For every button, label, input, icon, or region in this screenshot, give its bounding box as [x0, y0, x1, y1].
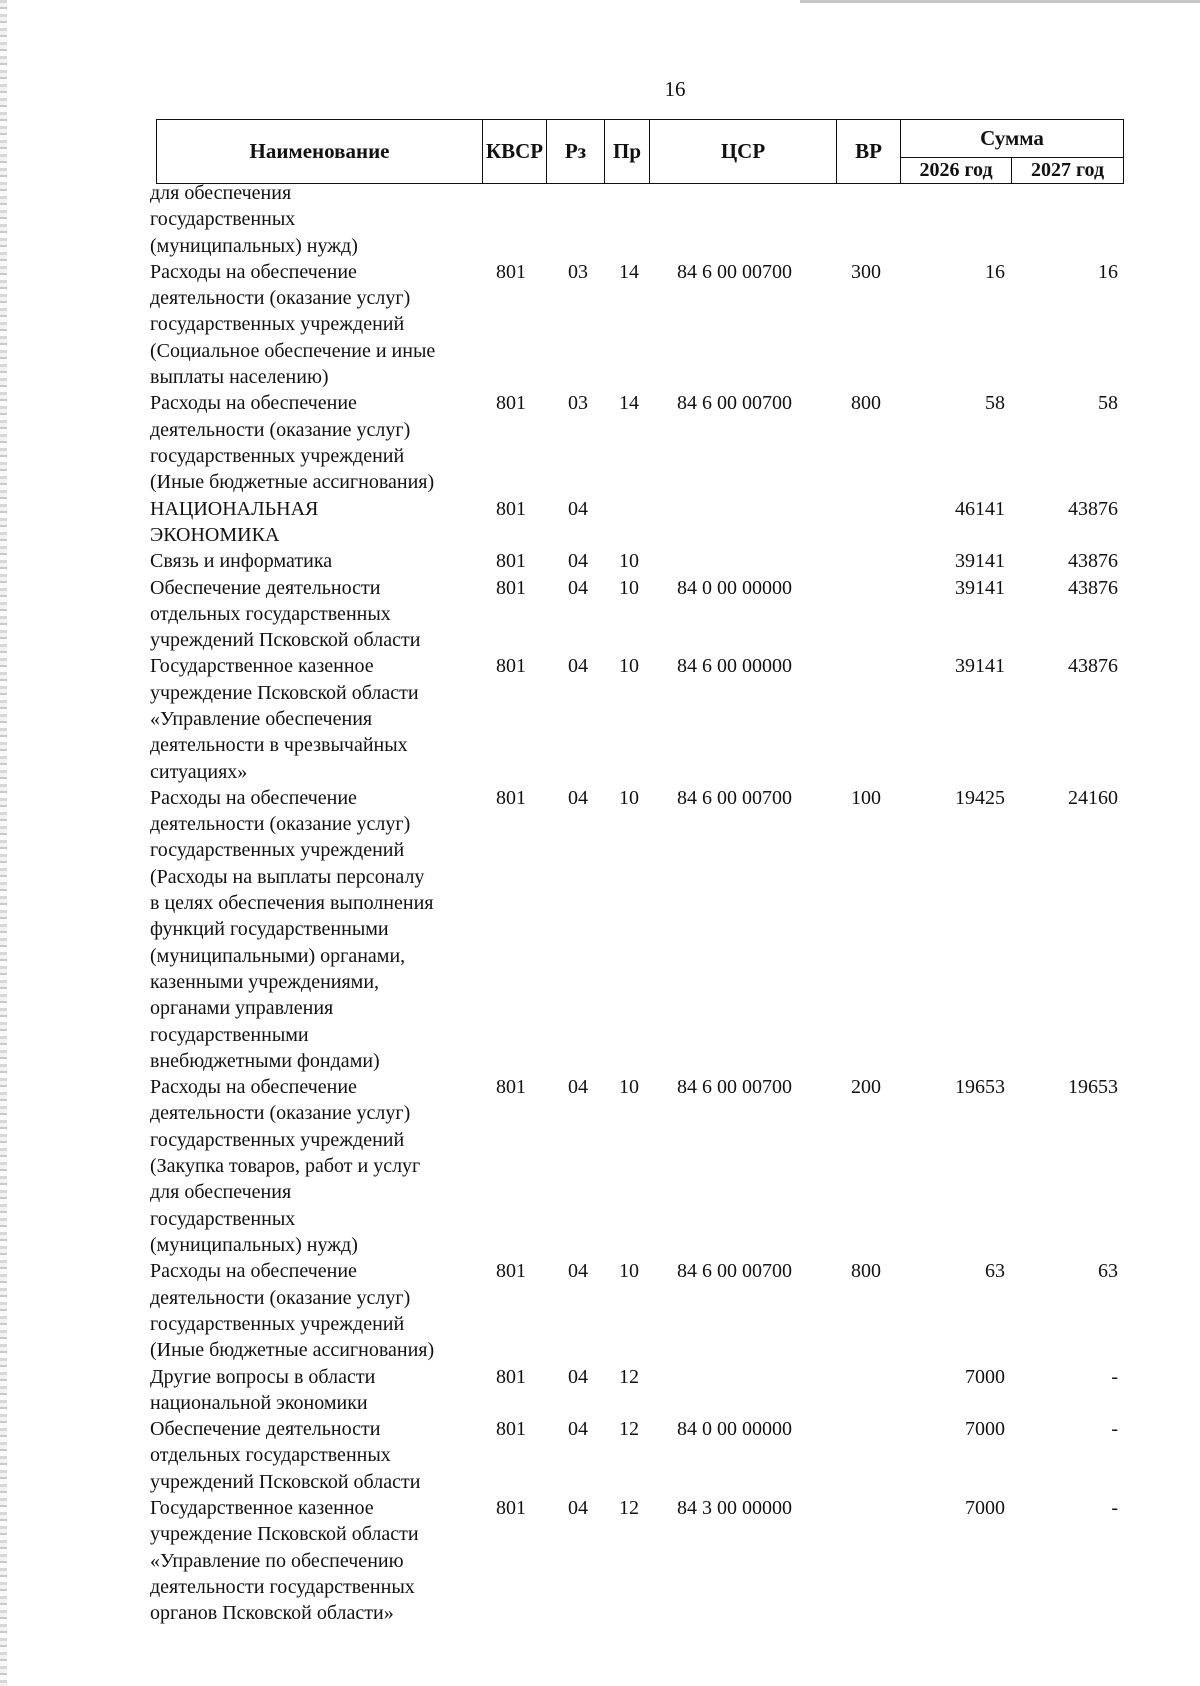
- row-name-line: государственных: [150, 208, 296, 231]
- row-name-line: Связь и информатика: [150, 550, 333, 573]
- row-name-line: Расходы на обеспечение: [150, 392, 357, 415]
- row-sum-2026: 7000: [965, 1365, 1005, 1388]
- row-name-line: (Расходы на выплаты персоналу: [150, 865, 425, 888]
- row-name-line: Обеспечение деятельности: [150, 1418, 381, 1441]
- row-sum-2027: 24160: [1068, 786, 1118, 809]
- row-name-line: Расходы на обеспечение: [150, 1076, 357, 1099]
- row-sum-2027: -: [1111, 1497, 1118, 1519]
- row-name: [150, 653, 480, 784]
- row-kvsr: 801: [496, 550, 526, 573]
- row-name: [150, 1258, 480, 1363]
- row-name-line: в целях обеспечения выполнения: [150, 892, 434, 915]
- row-csr: 84 6 00 00700: [677, 260, 792, 283]
- row-kvsr: 801: [496, 260, 526, 283]
- row-sum-2027: 43876: [1068, 550, 1118, 573]
- row-name-line: выплаты населению): [150, 366, 329, 389]
- row-vr: 100: [851, 786, 881, 809]
- row-name-line: государственных учреждений: [150, 444, 405, 467]
- row-kvsr: 801: [496, 576, 526, 599]
- row-name-line: Расходы на обеспечение: [150, 786, 357, 809]
- row-name-line: органами управления: [150, 997, 334, 1020]
- row-name-line: деятельности (оказание услуг): [150, 1286, 411, 1309]
- row-name-line: казенными учреждениями,: [150, 970, 380, 993]
- page-number: 16: [664, 77, 686, 101]
- row-rz: 04: [568, 1076, 588, 1099]
- row-sum-2026: 7000: [965, 1497, 1005, 1519]
- row-kvsr: 801: [496, 655, 526, 678]
- row-name: [150, 496, 480, 549]
- row-name-line: Государственное казенное: [150, 655, 374, 678]
- row-name-line: деятельности (оказание услуг): [150, 1102, 411, 1125]
- header-name: Наименование: [157, 120, 483, 183]
- row-name: [150, 1074, 480, 1258]
- row-name-line: функций государственными: [150, 918, 389, 941]
- row-name-line: деятельности (оказание услуг): [150, 813, 411, 836]
- row-name-line: (Закупка товаров, работ и услуг: [150, 1155, 421, 1178]
- row-name-line: НАЦИОНАЛЬНАЯ: [150, 497, 319, 520]
- row-name-line: ситуациях»: [150, 760, 248, 783]
- row-pr: 12: [619, 1365, 639, 1388]
- row-name-line: государственных учреждений: [150, 839, 405, 862]
- row-name-line: учреждений Псковской области: [150, 629, 421, 652]
- row-csr: 84 6 00 00700: [677, 392, 792, 415]
- row-name: [150, 390, 480, 495]
- row-name-line: «Управление по обеспечению: [150, 1549, 404, 1572]
- row-name-line: Другие вопросы в области: [150, 1365, 376, 1388]
- row-csr: 84 6 00 00700: [677, 786, 792, 809]
- row-rz: 04: [568, 1418, 588, 1441]
- scan-edge-top: [800, 0, 1200, 3]
- row-name-line: отдельных государственных: [150, 602, 391, 625]
- row-name-line: «Управление обеспечения: [150, 707, 373, 730]
- row-pr: 10: [619, 786, 639, 809]
- row-sum-2026: 63: [985, 1260, 1005, 1283]
- row-kvsr: 801: [496, 392, 526, 415]
- header-sum: Сумма: [901, 120, 1123, 158]
- row-name-line: государственных: [150, 1207, 296, 1230]
- row-sum-2026: 46141: [955, 497, 1005, 520]
- row-name: [150, 1495, 480, 1626]
- row-name-line: (муниципальных) нужд): [150, 1233, 358, 1256]
- row-name-line: учреждение Псковской области: [150, 1523, 419, 1546]
- row-name-line: Расходы на обеспечение: [150, 1260, 357, 1283]
- row-pr: 10: [619, 550, 639, 573]
- row-name-line: деятельности государственных: [150, 1575, 415, 1598]
- row-kvsr: 801: [496, 1365, 526, 1388]
- row-sum-2027: 58: [1098, 392, 1118, 415]
- row-rz: 04: [568, 1497, 588, 1519]
- row-pr: 10: [619, 655, 639, 678]
- row-pr: 10: [619, 1260, 639, 1283]
- row-name-line: органов Псковской области»: [150, 1602, 394, 1625]
- row-rz: 04: [568, 786, 588, 809]
- row-name-line: внебюджетными фондами): [150, 1049, 380, 1072]
- row-name-line: Государственное казенное: [150, 1497, 374, 1519]
- header-sum-group: [901, 120, 1123, 183]
- row-name-line: (муниципальными) органами,: [150, 944, 406, 967]
- row-kvsr: 801: [496, 1418, 526, 1441]
- row-sum-2026: 39141: [955, 550, 1005, 573]
- row-sum-2027: -: [1111, 1418, 1118, 1441]
- row-kvsr: 801: [496, 786, 526, 809]
- header-year-2026: 2026 год: [901, 158, 1012, 183]
- row-sum-2026: 16: [985, 260, 1005, 283]
- row-name-line: деятельности (оказание услуг): [150, 287, 411, 310]
- row-name-line: государственных учреждений: [150, 1312, 405, 1335]
- row-name-line: отдельных государственных: [150, 1444, 391, 1467]
- row-name-line: учреждение Псковской области: [150, 681, 419, 704]
- row-name-line: деятельности в чрезвычайных: [150, 734, 408, 757]
- row-kvsr: 801: [496, 1076, 526, 1099]
- row-rz: 04: [568, 550, 588, 573]
- row-sum-2026: 39141: [955, 655, 1005, 678]
- row-name: [150, 259, 480, 390]
- row-vr: 800: [851, 392, 881, 415]
- row-sum-2027: 43876: [1068, 655, 1118, 678]
- row-rz: 03: [568, 392, 588, 415]
- row-kvsr: 801: [496, 497, 526, 520]
- scan-edge-left: [0, 0, 7, 1686]
- row-csr: 84 6 00 00000: [677, 655, 792, 678]
- row-name-line: государственными: [150, 1023, 309, 1046]
- row-pr: 14: [619, 392, 639, 415]
- row-rz: 04: [568, 576, 588, 599]
- row-name: [150, 785, 480, 1074]
- header-year-2027: 2027 год: [1030, 159, 1105, 181]
- row-name-line: Обеспечение деятельности: [150, 576, 381, 599]
- row-name-line: Расходы на обеспечение: [150, 260, 357, 283]
- row-sum-2027: 63: [1098, 1260, 1118, 1283]
- row-vr: 200: [851, 1076, 881, 1099]
- row-csr: 84 6 00 00700: [677, 1260, 792, 1283]
- row-name-line: национальной экономики: [150, 1391, 368, 1414]
- row-kvsr: 801: [496, 1497, 526, 1519]
- row-sum-2026: 19425: [955, 786, 1005, 809]
- row-kvsr: 801: [496, 1260, 526, 1283]
- row-pr: 10: [619, 1076, 639, 1099]
- header-rz: Рз: [547, 120, 605, 183]
- row-name-line: (Иные бюджетные ассигнования): [150, 471, 435, 494]
- row-name-line: (Социальное обеспечение и иные: [150, 339, 436, 362]
- row-name: [150, 548, 480, 574]
- row-sum-2026: 7000: [965, 1418, 1005, 1441]
- row-name-line: государственных учреждений: [150, 1128, 405, 1151]
- row-name-line: (Иные бюджетные ассигнования): [150, 1339, 435, 1362]
- row-csr: 84 0 00 00000: [677, 1418, 792, 1441]
- row-sum-2026: 58: [985, 392, 1005, 415]
- row-rz: 04: [568, 655, 588, 678]
- row-pr: 12: [619, 1497, 639, 1519]
- row-sum-2027: 19653: [1068, 1076, 1118, 1099]
- row-name-line: для обеспечения: [150, 182, 292, 204]
- header-pr: Пр: [605, 120, 650, 183]
- row-name-line: деятельности (оказание услуг): [150, 418, 411, 441]
- row-csr: 84 3 00 00000: [677, 1497, 792, 1519]
- row-sum-2027: 43876: [1068, 576, 1118, 599]
- row-sum-2026: 39141: [955, 576, 1005, 599]
- table-header: [156, 119, 1124, 184]
- row-rz: 04: [568, 1260, 588, 1283]
- row-name-line: государственных учреждений: [150, 313, 405, 336]
- row-name-line: для обеспечения: [150, 1181, 292, 1204]
- row-vr: 800: [851, 1260, 881, 1283]
- row-name: [150, 575, 480, 654]
- row-name: [150, 1364, 480, 1417]
- row-sum-2027: -: [1111, 1365, 1118, 1388]
- row-name-line: ЭКОНОМИКА: [150, 523, 280, 546]
- header-kvsr: КВСР: [483, 120, 547, 183]
- row-name-line: учреждений Псковской области: [150, 1470, 421, 1493]
- row-sum-2026: 19653: [955, 1076, 1005, 1099]
- header-vr: ВР: [837, 120, 901, 183]
- row-csr: 84 0 00 00000: [677, 576, 792, 599]
- row-sum-2027: 16: [1098, 260, 1118, 283]
- row-pr: 10: [619, 576, 639, 599]
- row-name: [150, 1416, 480, 1495]
- row-rz: 04: [568, 1365, 588, 1388]
- row-rz: 04: [568, 497, 588, 520]
- row-vr: 300: [851, 260, 881, 283]
- row-name: [150, 180, 480, 259]
- header-csr: ЦСР: [650, 120, 837, 183]
- row-pr: 12: [619, 1418, 639, 1441]
- row-name-line: (муниципальных) нужд): [150, 234, 358, 257]
- row-sum-2027: 43876: [1068, 497, 1118, 520]
- row-csr: 84 6 00 00700: [677, 1076, 792, 1099]
- row-pr: 14: [619, 260, 639, 283]
- row-rz: 03: [568, 260, 588, 283]
